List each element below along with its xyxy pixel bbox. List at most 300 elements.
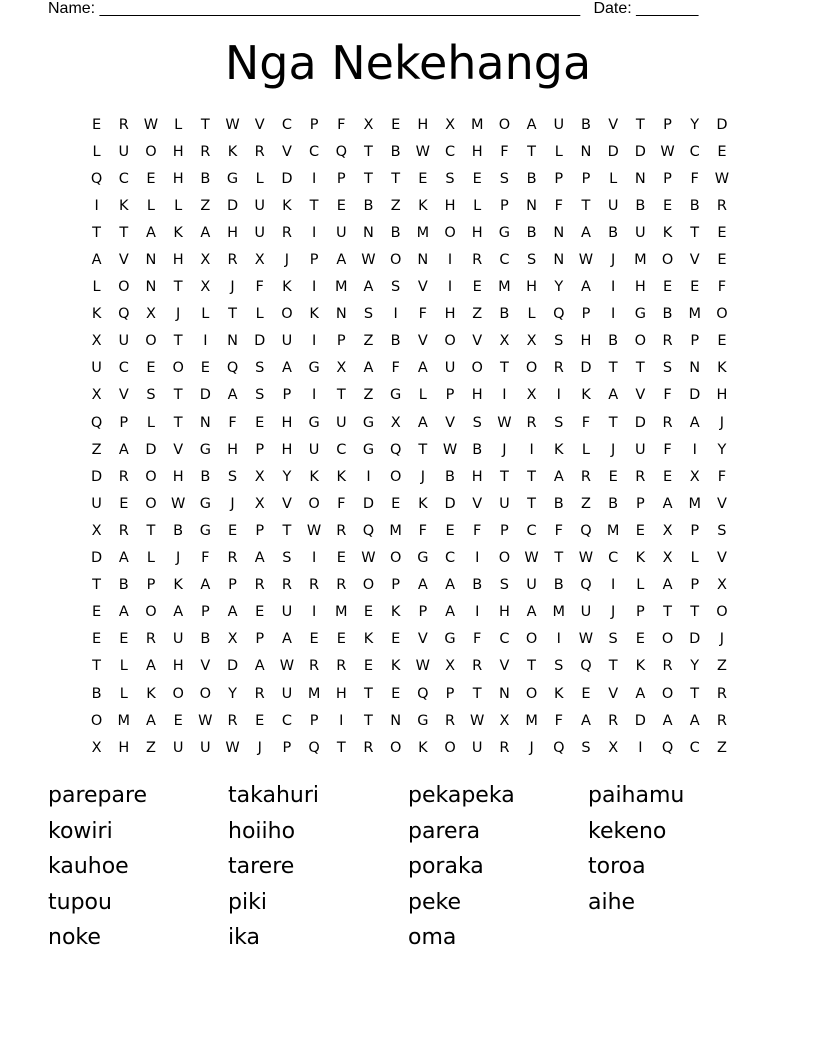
word-list: [48, 778, 768, 956]
grid-cell: D: [91, 550, 103, 567]
grid-cell: F: [690, 170, 699, 187]
grid-cell: P: [119, 414, 129, 431]
grid-cell: T: [635, 360, 645, 377]
grid-cell: A: [336, 252, 347, 269]
grid-cell: I: [311, 170, 317, 187]
grid-cell: E: [336, 550, 346, 567]
grid-cell: H: [417, 116, 429, 133]
grid-cell: E: [255, 604, 265, 621]
grid-cell: Z: [91, 441, 102, 458]
grid-cell: E: [472, 279, 482, 296]
grid-cell: A: [526, 604, 537, 621]
grid-cell: B: [526, 170, 537, 187]
grid-cell: T: [119, 224, 129, 241]
word-list-item: toroa: [588, 854, 646, 879]
grid-cell: R: [716, 197, 727, 214]
grid-cell: P: [418, 604, 428, 621]
grid-cell: E: [336, 197, 346, 214]
grid-cell: Q: [580, 577, 592, 594]
grid-cell: W: [442, 441, 458, 458]
grid-cell: T: [635, 116, 645, 133]
grid-cell: A: [662, 495, 673, 512]
grid-cell: Y: [690, 116, 700, 133]
grid-cell: G: [199, 495, 211, 512]
grid-cell: M: [117, 712, 131, 729]
grid-cell: I: [611, 279, 616, 296]
grid-cell: O: [145, 143, 157, 160]
grid-cell: H: [172, 468, 184, 485]
grid-cell: P: [690, 522, 700, 539]
grid-cell: I: [339, 712, 344, 729]
grid-cell: C: [499, 631, 510, 648]
grid-cell: N: [634, 170, 646, 187]
grid-cell: G: [498, 224, 511, 241]
grid-cell: B: [173, 522, 184, 539]
grid-cell: C: [608, 550, 619, 567]
grid-cell: R: [336, 658, 347, 675]
grid-cell: J: [529, 739, 534, 756]
word-list-item: tarere: [228, 854, 295, 879]
grid-cell: Z: [200, 197, 211, 214]
grid-cell: X: [200, 252, 211, 269]
grid-cell: J: [284, 252, 290, 269]
grid-cell: U: [335, 224, 347, 241]
grid-cell: D: [226, 197, 239, 214]
grid-cell: L: [146, 197, 156, 214]
grid-cell: B: [390, 143, 401, 160]
grid-cell: L: [119, 685, 128, 702]
grid-cell: L: [174, 116, 183, 133]
grid-cell: B: [472, 577, 483, 594]
grid-cell: Y: [554, 279, 564, 296]
grid-cell: T: [200, 116, 210, 133]
grid-cell: R: [363, 739, 374, 756]
grid-cell: T: [499, 468, 509, 485]
grid-cell: A: [662, 577, 673, 594]
grid-cell: T: [690, 685, 700, 702]
grid-cell: O: [444, 739, 456, 756]
grid-cell: O: [281, 306, 293, 323]
word-list-item: hoiiho: [228, 818, 296, 844]
grid-cell: R: [281, 577, 292, 594]
grid-cell: T: [173, 279, 183, 296]
grid-cell: O: [145, 495, 157, 512]
grid-cell: N: [335, 306, 347, 323]
grid-cell: E: [146, 360, 156, 377]
grid-cell: O: [525, 685, 538, 702]
grid-cell: M: [525, 712, 538, 729]
grid-cell: H: [281, 414, 293, 431]
grid-cell: T: [364, 143, 373, 160]
grid-cell: O: [145, 468, 157, 485]
grid-cell: L: [255, 170, 264, 187]
grid-cell: X: [91, 739, 102, 756]
grid-cell: O: [172, 685, 184, 702]
grid-cell: X: [200, 279, 211, 296]
grid-cell: P: [391, 577, 401, 594]
grid-cell: H: [118, 739, 130, 756]
grid-cell: E: [173, 712, 183, 729]
grid-cell: G: [308, 360, 320, 377]
grid-cell: Q: [118, 306, 130, 323]
grid-cell: B: [390, 333, 401, 350]
grid-cell: H: [172, 658, 184, 675]
grid-cell: A: [581, 279, 591, 296]
grid-cell: D: [634, 143, 646, 160]
grid-cell: X: [445, 116, 455, 133]
grid-cell: O: [661, 631, 674, 648]
grid-cell: R: [118, 522, 129, 539]
grid-cell: O: [661, 685, 674, 702]
grid-cell: A: [581, 712, 591, 729]
grid-cell: I: [447, 279, 453, 296]
grid-cell: M: [470, 116, 484, 133]
grid-cell: I: [529, 441, 534, 458]
grid-cell: M: [688, 306, 701, 323]
grid-cell: A: [689, 712, 700, 729]
grid-cell: J: [611, 604, 616, 621]
grid-cell: B: [580, 116, 591, 133]
grid-cell: F: [554, 197, 563, 214]
grid-cell: W: [578, 550, 594, 567]
grid-cell: Q: [90, 170, 103, 187]
grid-cell: G: [308, 414, 320, 431]
grid-cell: H: [172, 170, 184, 187]
grid-cell: A: [417, 414, 428, 431]
grid-cell: R: [227, 712, 238, 729]
grid-cell: V: [608, 685, 619, 702]
grid-cell: E: [717, 333, 727, 350]
grid-cell: N: [498, 685, 510, 702]
grid-cell: M: [335, 279, 348, 296]
grid-cell: K: [717, 360, 727, 377]
grid-cell: P: [635, 604, 645, 621]
grid-cell: W: [714, 170, 730, 187]
grid-cell: H: [227, 441, 238, 458]
grid-cell: F: [201, 550, 210, 567]
grid-cell: P: [228, 577, 237, 594]
grid-cell: V: [173, 441, 184, 458]
grid-cell: P: [255, 522, 265, 539]
grid-cell: W: [578, 252, 594, 269]
grid-cell: M: [634, 252, 647, 269]
grid-cell: K: [581, 387, 591, 404]
grid-cell: N: [227, 333, 238, 350]
grid-cell: T: [364, 712, 373, 729]
grid-cell: K: [418, 739, 428, 756]
grid-cell: S: [472, 414, 482, 431]
grid-cell: X: [254, 468, 265, 485]
grid-cell: L: [527, 306, 536, 323]
grid-cell: V: [281, 143, 292, 160]
grid-cell: H: [471, 143, 483, 160]
grid-cell: H: [227, 224, 238, 241]
grid-cell: T: [608, 360, 618, 377]
grid-cell: L: [609, 170, 618, 187]
grid-cell: F: [663, 441, 672, 458]
grid-cell: K: [173, 577, 183, 594]
grid-cell: M: [498, 279, 511, 296]
grid-cell: D: [607, 143, 619, 160]
grid-cell: J: [230, 279, 235, 296]
grid-cell: J: [257, 739, 262, 756]
grid-cell: L: [146, 550, 156, 567]
word-list-item: takahuri: [228, 783, 319, 808]
grid-cell: H: [335, 685, 347, 702]
grid-cell: M: [307, 685, 321, 702]
grid-cell: O: [90, 712, 103, 729]
grid-cell: U: [200, 739, 211, 756]
grid-cell: F: [255, 279, 264, 296]
grid-cell: R: [444, 712, 456, 729]
grid-cell: N: [145, 279, 157, 296]
grid-cell: B: [363, 197, 374, 214]
grid-cell: E: [662, 468, 673, 485]
grid-cell: E: [255, 414, 265, 431]
grid-cell: W: [524, 550, 539, 567]
grid-cell: N: [417, 252, 429, 269]
grid-cell: R: [254, 143, 265, 160]
grid-cell: N: [199, 414, 211, 431]
grid-cell: T: [173, 333, 183, 350]
grid-cell: A: [91, 252, 102, 269]
grid-cell: B: [689, 197, 700, 214]
grid-cell: S: [227, 468, 238, 485]
grid-cell: D: [362, 495, 375, 512]
grid-cell: T: [282, 522, 292, 539]
grid-cell: X: [445, 658, 455, 675]
grid-cell: T: [92, 658, 102, 675]
grid-cell: P: [445, 685, 455, 702]
grid-cell: Z: [716, 739, 727, 756]
grid-cell: L: [255, 306, 264, 323]
grid-cell: N: [363, 224, 374, 241]
grid-cell: P: [554, 170, 564, 187]
grid-cell: E: [717, 143, 727, 160]
grid-cell: H: [580, 333, 592, 350]
grid-cell: A: [118, 604, 129, 621]
grid-cell: C: [689, 739, 700, 756]
grid-cell: A: [581, 224, 591, 241]
grid-cell: P: [690, 333, 700, 350]
grid-cell: T: [499, 360, 509, 377]
grid-cell: K: [282, 279, 292, 296]
grid-cell: T: [527, 143, 537, 160]
grid-cell: A: [635, 685, 646, 702]
grid-cell: N: [390, 712, 402, 729]
grid-cell: V: [635, 387, 646, 404]
grid-cell: Z: [390, 197, 401, 214]
grid-cell: P: [309, 116, 319, 133]
grid-cell: V: [118, 387, 129, 404]
grid-cell: T: [418, 441, 428, 458]
grid-cell: W: [578, 631, 594, 648]
grid-cell: W: [225, 739, 240, 756]
grid-cell: F: [473, 631, 482, 648]
grid-cell: C: [499, 252, 510, 269]
grid-cell: P: [255, 441, 265, 458]
grid-cell: L: [636, 577, 645, 594]
grid-cell: O: [389, 739, 402, 756]
grid-cell: Q: [362, 522, 375, 539]
grid-cell: K: [554, 685, 564, 702]
grid-cell: G: [417, 550, 429, 567]
grid-cell: C: [118, 170, 129, 187]
grid-cell: B: [526, 224, 537, 241]
grid-cell: T: [336, 387, 346, 404]
grid-cell: W: [279, 658, 295, 675]
grid-cell: R: [336, 522, 347, 539]
grid-cell: X: [716, 577, 727, 594]
grid-cell: U: [281, 685, 293, 702]
word-list-item: ika: [228, 925, 260, 950]
grid-cell: O: [308, 495, 320, 512]
grid-cell: E: [635, 631, 645, 648]
grid-cell: K: [363, 631, 374, 648]
grid-cell: J: [420, 468, 425, 485]
grid-cell: A: [146, 658, 156, 675]
grid-cell: W: [225, 116, 240, 133]
grid-cell: Q: [553, 306, 565, 323]
grid-cell: V: [417, 631, 428, 648]
grid-cell: K: [282, 197, 292, 214]
grid-cell: N: [580, 143, 592, 160]
grid-cell: E: [309, 631, 319, 648]
grid-cell: T: [92, 224, 102, 241]
grid-cell: N: [553, 252, 565, 269]
grid-cell: A: [146, 712, 156, 729]
word-list-item: parepare: [48, 783, 148, 808]
grid-cell: N: [526, 197, 538, 214]
grid-cell: A: [662, 712, 673, 729]
grid-cell: S: [662, 360, 673, 377]
grid-cell: R: [716, 712, 727, 729]
grid-cell: H: [471, 224, 483, 241]
grid-cell: E: [255, 712, 265, 729]
grid-cell: W: [415, 143, 431, 160]
grid-cell: Q: [580, 522, 592, 539]
word-list-item: pekapeka: [408, 783, 515, 808]
grid-cell: E: [146, 170, 156, 187]
grid-cell: U: [281, 333, 293, 350]
grid-cell: A: [553, 468, 564, 485]
grid-cell: E: [662, 279, 673, 296]
grid-cell: U: [118, 333, 130, 350]
grid-cell: R: [472, 658, 483, 675]
grid-cell: O: [471, 360, 483, 377]
grid-cell: G: [199, 522, 211, 539]
grid-cell: Z: [472, 306, 483, 323]
grid-cell: T: [608, 658, 618, 675]
grid-cell: H: [444, 197, 456, 214]
grid-cell: R: [635, 468, 646, 485]
grid-cell: A: [254, 658, 265, 675]
grid-cell: L: [581, 441, 591, 458]
grid-cell: V: [689, 252, 700, 269]
grid-cell: U: [91, 360, 102, 377]
grid-cell: O: [199, 685, 212, 702]
grid-cell: Q: [417, 685, 429, 702]
grid-cell: E: [418, 170, 428, 187]
grid-cell: T: [690, 224, 700, 241]
grid-cell: R: [499, 739, 510, 756]
grid-cell: S: [608, 631, 618, 648]
grid-cell: L: [92, 279, 101, 296]
grid-cell: X: [227, 631, 238, 648]
grid-cell: B: [635, 197, 646, 214]
grid-cell: J: [719, 414, 725, 431]
grid-cell: V: [445, 414, 455, 431]
word-list-item: piki: [228, 889, 267, 915]
grid-cell: F: [554, 712, 563, 729]
grid-cell: Z: [146, 739, 156, 756]
grid-cell: V: [716, 550, 727, 567]
grid-cell: X: [91, 333, 102, 350]
grid-cell: K: [390, 658, 401, 675]
grid-cell: F: [717, 468, 727, 485]
grid-cell: K: [309, 306, 319, 323]
grid-cell: W: [470, 712, 485, 729]
grid-cell: L: [119, 658, 128, 675]
grid-cell: R: [662, 333, 673, 350]
grid-cell: A: [118, 441, 129, 458]
grid-cell: P: [581, 306, 591, 323]
grid-cell: F: [500, 143, 509, 160]
grid-cell: F: [663, 387, 672, 404]
grid-cell: X: [91, 522, 102, 539]
grid-cell: F: [473, 522, 482, 539]
grid-cell: P: [336, 170, 346, 187]
grid-cell: R: [200, 143, 211, 160]
grid-cell: L: [201, 306, 210, 323]
grid-cell: O: [389, 468, 402, 485]
grid-cell: C: [689, 143, 700, 160]
grid-cell: D: [254, 333, 266, 350]
grid-cell: O: [498, 550, 511, 567]
grid-cell: Q: [553, 739, 565, 756]
grid-cell: B: [472, 441, 483, 458]
grid-cell: B: [390, 224, 401, 241]
grid-cell: T: [527, 468, 537, 485]
grid-cell: B: [200, 631, 211, 648]
grid-cell: F: [717, 279, 727, 296]
grid-cell: L: [146, 414, 156, 431]
grid-cell: X: [608, 739, 619, 756]
grid-cell: Z: [716, 658, 727, 675]
grid-cell: P: [663, 170, 672, 187]
grid-cell: E: [662, 197, 673, 214]
grid-cell: A: [281, 631, 292, 648]
grid-cell: O: [172, 360, 184, 377]
grid-cell: I: [692, 441, 697, 458]
grid-cell: V: [281, 495, 292, 512]
grid-cell: T: [228, 306, 237, 323]
grid-cell: S: [146, 387, 156, 404]
grid-cell: X: [662, 550, 673, 567]
grid-cell: R: [254, 577, 265, 594]
grid-cell: I: [311, 604, 317, 621]
grid-cell: Y: [717, 441, 727, 458]
grid-cell: R: [336, 577, 347, 594]
grid-cell: E: [92, 631, 102, 648]
grid-cell: C: [444, 550, 456, 567]
grid-cell: V: [716, 495, 727, 512]
grid-cell: E: [391, 631, 401, 648]
grid-cell: S: [554, 414, 564, 431]
grid-cell: S: [255, 387, 265, 404]
word-list-item: kauhoe: [48, 854, 129, 879]
grid-cell: C: [526, 522, 537, 539]
